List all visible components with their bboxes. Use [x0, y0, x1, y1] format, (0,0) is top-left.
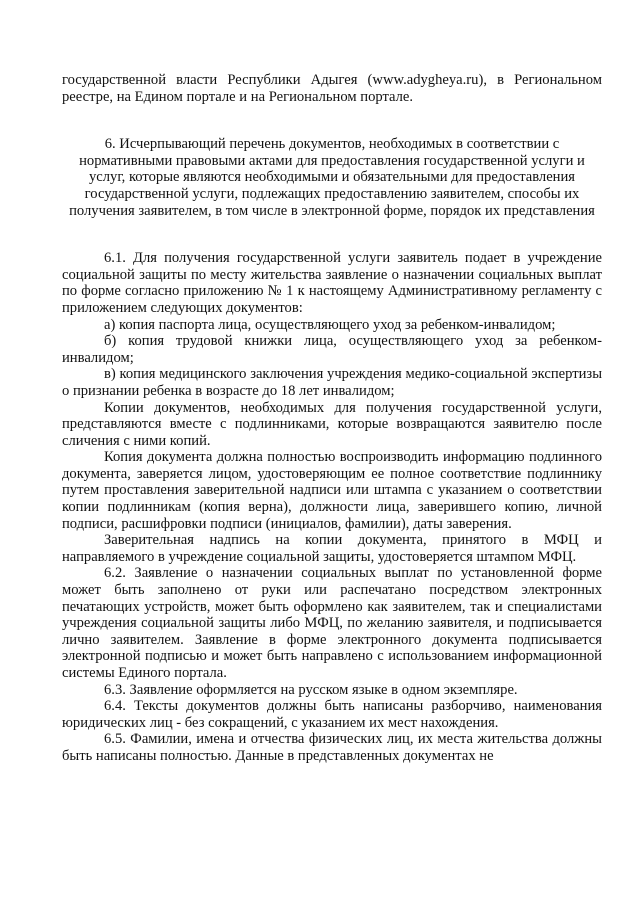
- paragraph-mfc-stamp: Заверительная надпись на копии документа, принятого в МФЦ и направляемого в учреждение социальной защиты, удостоверяется штампом МФЦ.: [62, 532, 602, 565]
- paragraph-6-4: 6.4. Тексты документов должны быть написаны разборчиво, наименования юридических лиц - без сокращений, с указанием их мест нахождения.: [62, 698, 602, 731]
- section-heading: 6. Исчерпывающий перечень документов, необходимых в соответствии с нормативными правовыми актами для предоставления государственной услуги и услуг, которые являются необходимыми и обязательными для предоставления государственной услуги, подлежащих предоставлению заявителем, способы их получения заявителем, в том числе в электронной форме, порядок их представления: [69, 136, 595, 219]
- list-item-a: а) копия паспорта лица, осуществляющего уход за ребенком-инвалидом;: [104, 316, 556, 333]
- paragraph-6-1: 6.1. Для получения государственной услуги заявитель подает в учреждение социальной защиты по месту жительства заявление о назначении социальных выплат по форме согласно приложению № 1 к настоящему Административному регламенту с приложением следующих документов:: [62, 250, 602, 316]
- paragraph-copy-requirements: Копия документа должна полностью воспроизводить информацию подлинного документа, заверяется лицом, удостоверяющим ее полное соответствие подлиннику путем проставления заверительной надписи или штампа с указанием о соответствии копии подлинникам (копия верна), должности лица, заверившего копию, личной подписи, расшифровки подписи (инициалов, фамилии), даты заверения.: [62, 449, 602, 532]
- paragraph-6-5: 6.5. Фамилии, имена и отчества физических лиц, их места жительства должны быть написаны полностью. Данные в представленных документах не: [62, 731, 602, 764]
- list-item-b: б) копия трудовой книжки лица, осуществляющего уход за ребенком-инвалидом;: [62, 333, 602, 366]
- paragraph-6-2: 6.2. Заявление о назначении социальных выплат по установленной форме может быть заполнено от руки или распечатано посредством электронных печатающих устройств, может быть оформлено как заявителем, так и специалистами учреждения социальной защиты либо МФЦ, по желанию заявителя, и подписывается лично заявителем. Заявление в форме электронного документа подписывается электронной подписью и может быть направлено с использованием информационной системы Единого портала.: [62, 565, 602, 681]
- document-page: [62, 72, 602, 765]
- list-item-v: в) копия медицинского заключения учреждения медико-социальной экспертизы о признании ребенка в возрасте до 18 лет инвалидом;: [62, 366, 602, 399]
- paragraph-copies: Копии документов, необходимых для получения государственной услуги, представляются вместе с подлинниками, которые возвращаются заявителю после сличения с ними копий.: [62, 399, 602, 449]
- top-paragraph: государственной власти Республики Адыгея (www.adygheya.ru), в Региональном реестре, на Едином портале и на Региональном портале.: [62, 72, 602, 105]
- section-body: [62, 250, 602, 764]
- paragraph-6-3: 6.3. Заявление оформляется на русском языке в одном экземпляре.: [104, 681, 518, 698]
